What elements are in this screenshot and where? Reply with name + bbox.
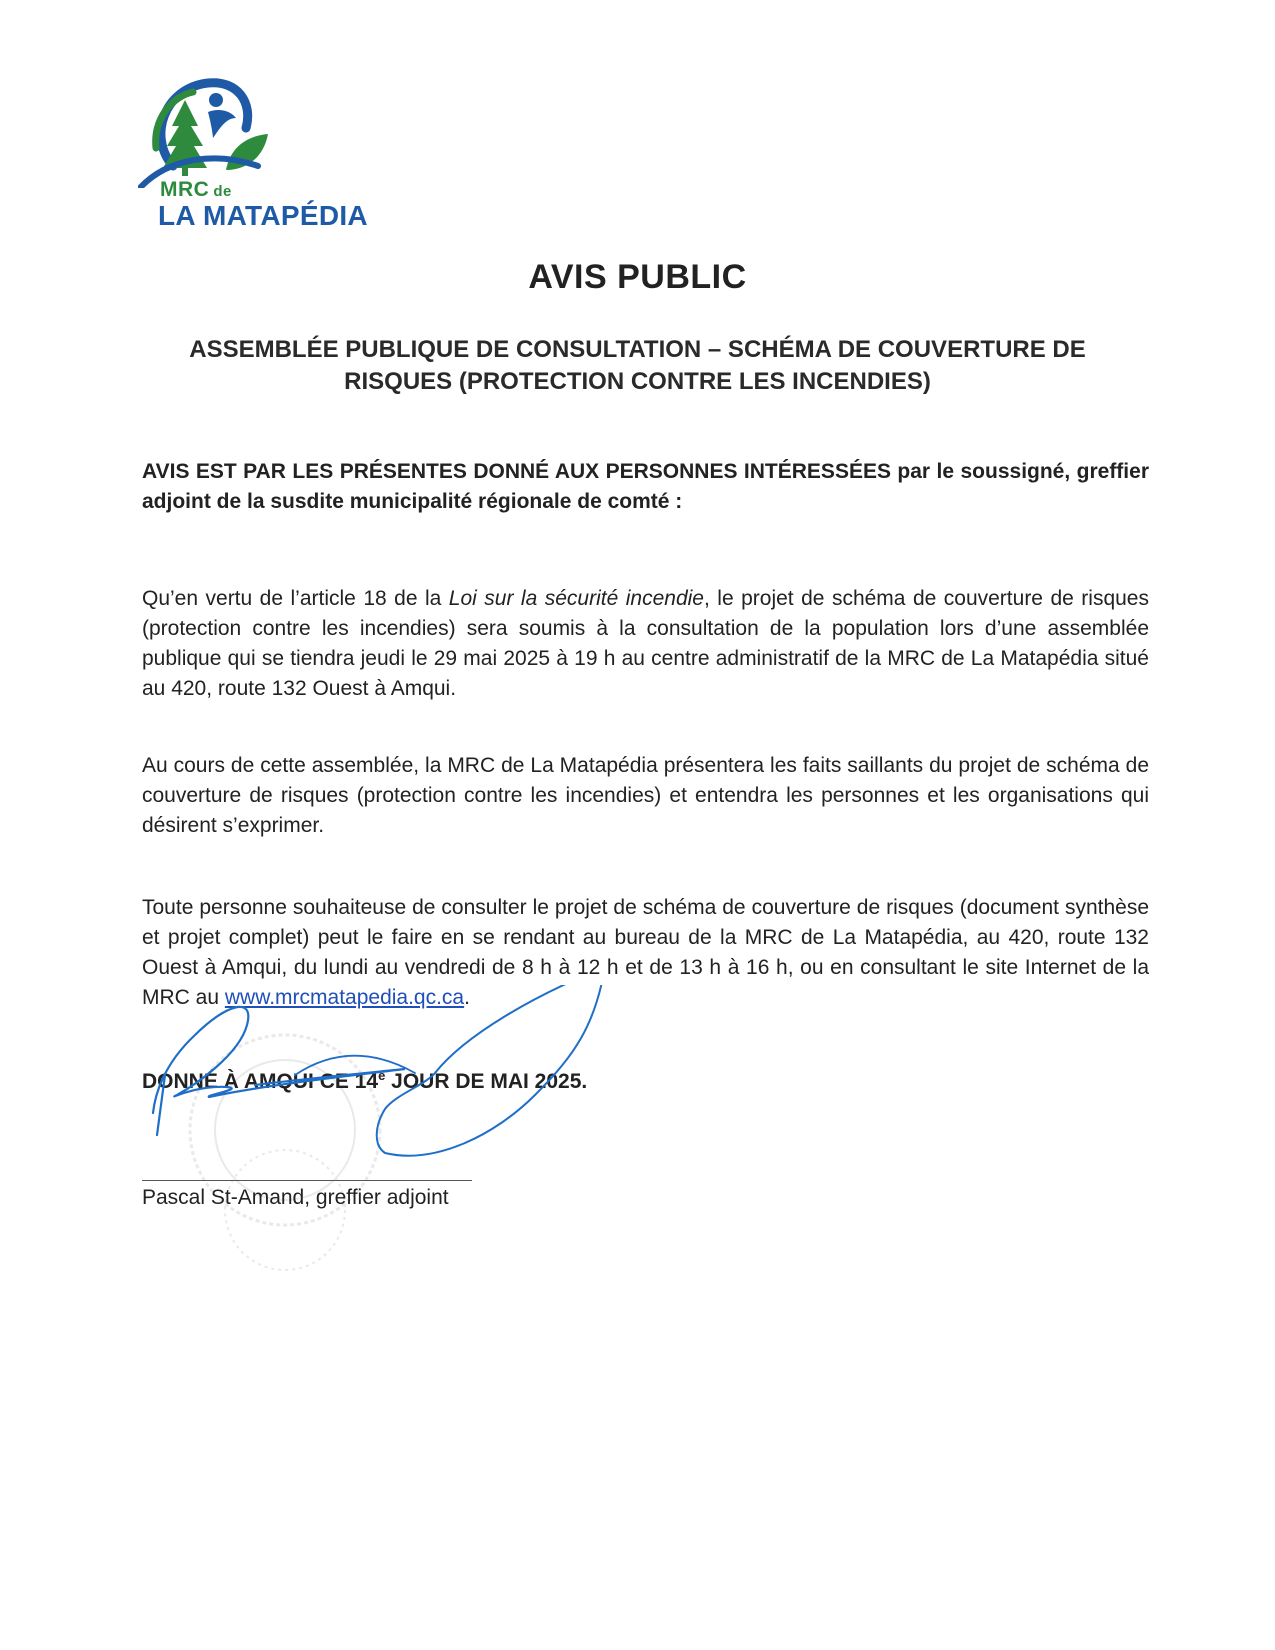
logo-emblem-icon	[138, 78, 388, 188]
paragraph-consultation: Qu’en vertu de l’article 18 de la Loi sur la sécurité incendie, le projet de schéma de couverture de risques (protection contre les incendies) sera soumis à la consultation de la population lors d’une assemblée publique qui se tiendra jeudi le 29 mai 2025 à 19 h au centre administratif de la MRC de La Matapédia situé au 420, route 132 Ouest à Amqui.	[142, 587, 1149, 700]
given-at-date: DONNÉ À AMQUI CE 14e JOUR DE MAI 2025.	[142, 1068, 588, 1093]
law-title: Loi sur la sécurité incendie	[448, 587, 704, 610]
page-subtitle: ASSEMBLÉE PUBLIQUE DE CONSULTATION – SCHÉMA DE COUVERTURE DE RISQUES (PROTECTION CONTRE LES INCENDIES)	[189, 336, 1086, 395]
signer-name: Pascal St-Amand, greffier adjoint	[142, 1186, 449, 1209]
signature-line	[142, 1180, 472, 1181]
paragraph-consult-documents: Toute personne souhaiteuse de consulter le projet de schéma de couverture de risques (document synthèse et projet complet) peut le faire en se rendant au bureau de la MRC de La Matapédia, au 420, route 132 Ouest à Amqui, du lundi au vendredi de 8 h à 12 h et de 13 h à 16 h, ou en consultant le site Internet de la MRC au www.mrcmatapedia.qc.ca.	[142, 896, 1149, 1009]
paragraph-assembly: Au cours de cette assemblée, la MRC de La Matapédia présentera les faits saillants du projet de schéma de couverture de risques (protection contre les incendies) et entendra les personnes et les organisations qui désirent s’exprimer.	[142, 754, 1149, 837]
logo-mrc-text: MRC de	[160, 178, 232, 201]
intro-paragraph: AVIS EST PAR LES PRÉSENTES DONNÉ AUX PERSONNES INTÉRESSÉES par le soussigné, greffier adjoint de la susdite municipalité régionale de comté :	[142, 460, 1149, 513]
handwritten-signature	[135, 985, 655, 1195]
website-link[interactable]: www.mrcmatapedia.qc.ca	[224, 986, 465, 1009]
page-title: AVIS PUBLIC	[528, 258, 747, 296]
logo-name-text: LA MATAPÉDIA	[158, 200, 368, 231]
mrc-logo	[138, 78, 388, 238]
